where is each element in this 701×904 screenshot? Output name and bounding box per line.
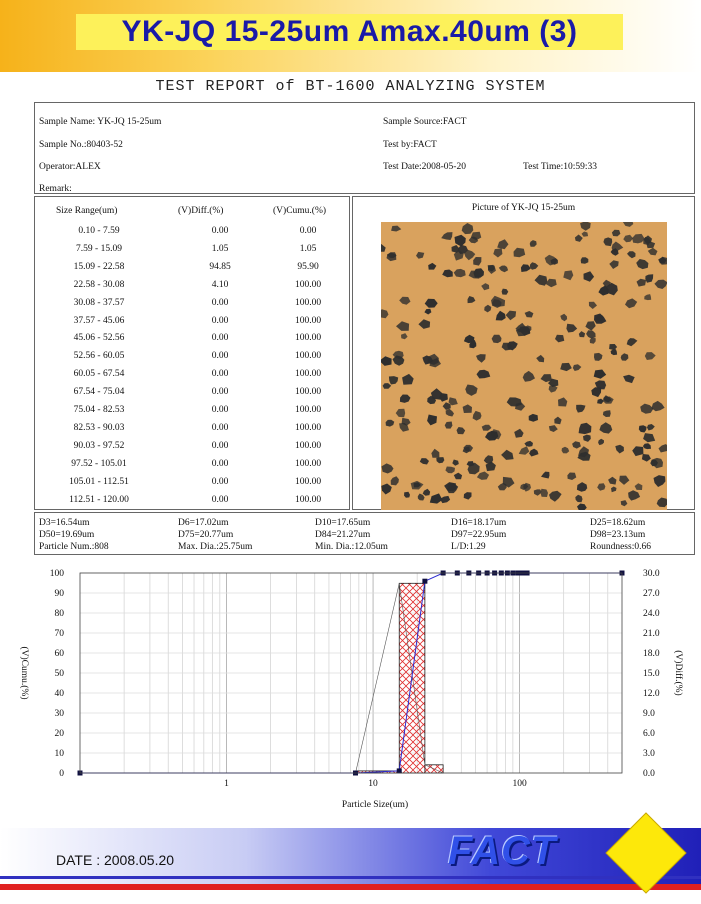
cell-diff: 0.00 bbox=[211, 458, 229, 469]
cell-diff: 0.00 bbox=[211, 422, 229, 433]
stat-max-dia: Max. Dia.:25.75um bbox=[178, 542, 253, 552]
cell-cumu: 95.90 bbox=[297, 261, 319, 272]
chart-labels bbox=[19, 569, 684, 810]
y-right-tick-label: 18.0 bbox=[643, 649, 660, 659]
cell-size-range: 30.08 - 37.57 bbox=[73, 297, 125, 308]
cell-cumu: 100.00 bbox=[294, 369, 322, 380]
cell-diff: 94.85 bbox=[209, 261, 231, 272]
cell-cumu: 100.00 bbox=[294, 351, 322, 362]
x-tick-label: 100 bbox=[512, 779, 527, 789]
test-time: Test Time:10:59:33 bbox=[523, 162, 598, 172]
y-right-tick-label: 15.0 bbox=[643, 669, 660, 679]
cell-diff: 0.00 bbox=[211, 369, 229, 380]
y-right-tick-label: 0.0 bbox=[643, 769, 655, 779]
cell-cumu: 100.00 bbox=[294, 297, 322, 308]
cell-size-range: 15.09 - 22.58 bbox=[73, 261, 125, 272]
cell-diff: 0.00 bbox=[211, 226, 229, 236]
remark: Remark: bbox=[39, 184, 72, 194]
x-axis-label: Particle Size(um) bbox=[341, 800, 409, 810]
cell-size-range: 37.57 - 45.06 bbox=[73, 315, 125, 326]
cell-cumu: 1.05 bbox=[299, 243, 317, 254]
cell-cumu: 100.00 bbox=[294, 387, 322, 398]
y-right-tick-label: 9.0 bbox=[643, 709, 655, 719]
cell-size-range: 22.58 - 30.08 bbox=[73, 279, 125, 290]
cell-size-range: 90.03 - 97.52 bbox=[73, 440, 125, 451]
cell-size-range: 105.01 - 112.51 bbox=[69, 476, 129, 487]
cell-diff: 0.00 bbox=[211, 440, 229, 451]
cell-cumu: 100.00 bbox=[294, 440, 322, 451]
y-left-tick-label: 70 bbox=[54, 629, 64, 639]
diff-bars bbox=[356, 583, 444, 773]
y-left-tick-label: 90 bbox=[54, 589, 64, 599]
y-left-tick-label: 0 bbox=[59, 769, 64, 779]
cell-diff: 0.00 bbox=[211, 405, 229, 415]
cell-diff: 0.00 bbox=[211, 351, 229, 362]
cell-size-range: 82.53 - 90.03 bbox=[73, 422, 125, 433]
cell-diff: 0.00 bbox=[211, 476, 229, 487]
cell-diff: 0.00 bbox=[211, 297, 229, 308]
cell-size-range: 75.04 - 82.53 bbox=[73, 405, 125, 415]
cell-size-range: 67.54 - 75.04 bbox=[73, 387, 125, 398]
y-right-tick-label: 30.0 bbox=[643, 569, 660, 579]
footer-red-stripe bbox=[0, 884, 701, 890]
cell-cumu: 100.00 bbox=[294, 405, 322, 415]
cell-cumu: 0.00 bbox=[299, 226, 317, 236]
cell-size-range: 7.59 - 15.09 bbox=[76, 243, 122, 254]
cell-cumu: 100.00 bbox=[294, 458, 322, 469]
y-left-axis-label: (V)Cumu.(%) bbox=[19, 646, 29, 700]
header-cumu: (V)Cumu.(%) bbox=[273, 206, 327, 216]
stat-d16: D16=18.17um bbox=[451, 518, 507, 528]
cell-size-range: 60.05 - 67.54 bbox=[73, 369, 125, 380]
cell-size-range: 0.10 - 7.59 bbox=[78, 226, 120, 236]
cell-diff: 1.05 bbox=[211, 243, 229, 254]
y-right-tick-label: 21.0 bbox=[643, 629, 660, 639]
particle-micrograph bbox=[381, 222, 667, 510]
cell-cumu: 100.00 bbox=[294, 333, 322, 344]
stat-d75: D75=20.77um bbox=[178, 530, 234, 540]
stat-d84: D84=21.27um bbox=[315, 530, 371, 540]
stat-d6: D6=17.02um bbox=[178, 518, 229, 528]
sample-name: Sample Name: YK-JQ 15-25um bbox=[39, 117, 162, 127]
y-left-tick-label: 80 bbox=[54, 609, 64, 619]
y-right-tick-label: 24.0 bbox=[643, 609, 660, 619]
report-date: DATE : 2008.05.20 bbox=[56, 852, 175, 868]
chart-grid bbox=[80, 573, 622, 773]
cell-cumu: 100.00 bbox=[294, 422, 322, 433]
x-tick-label: 10 bbox=[368, 779, 378, 789]
y-left-tick-label: 50 bbox=[54, 669, 64, 679]
stat-min-dia: Min. Dia.:12.05um bbox=[315, 542, 388, 552]
stat-d25: D25=18.62um bbox=[590, 518, 646, 528]
test-date: Test Date:2008-05-20 bbox=[383, 162, 466, 172]
y-right-axis-label: (V)Diff.(%) bbox=[673, 650, 683, 696]
cell-diff: 4.10 bbox=[211, 279, 229, 290]
operator: Operator:ALEX bbox=[39, 162, 101, 172]
sample-no: Sample No.:80403-52 bbox=[39, 140, 123, 150]
stat-d98: D98=23.13um bbox=[590, 530, 646, 540]
header-size-range: Size Range(um) bbox=[56, 206, 118, 216]
x-tick-label: 1 bbox=[224, 779, 229, 789]
size-distribution-chart bbox=[0, 560, 701, 822]
page-title: YK-JQ 15-25um Amax.40um (3) bbox=[121, 15, 578, 48]
stat-ld: L/D:1.29 bbox=[451, 542, 486, 552]
cell-size-range: 97.52 - 105.01 bbox=[71, 458, 127, 469]
cell-size-range: 52.56 - 60.05 bbox=[73, 351, 125, 362]
picture-caption: Picture of YK-JQ 15-25um bbox=[471, 203, 576, 213]
test-by: Test by:FACT bbox=[383, 140, 437, 150]
cumulative-marker bbox=[422, 579, 427, 584]
y-left-tick-label: 60 bbox=[54, 649, 64, 659]
y-right-tick-label: 6.0 bbox=[643, 729, 655, 739]
y-left-tick-label: 30 bbox=[54, 709, 64, 719]
cell-cumu: 100.00 bbox=[294, 476, 322, 487]
y-right-tick-label: 27.0 bbox=[643, 589, 660, 599]
cell-diff: 0.00 bbox=[211, 387, 229, 398]
y-right-tick-label: 12.0 bbox=[643, 689, 660, 699]
stat-d10: D10=17.65um bbox=[315, 518, 371, 528]
stat-d3: D3=16.54um bbox=[39, 518, 90, 528]
stat-roundness: Roundness:0.66 bbox=[590, 542, 651, 552]
y-left-tick-label: 10 bbox=[54, 749, 64, 759]
cell-cumu: 100.00 bbox=[294, 279, 322, 290]
y-left-tick-label: 20 bbox=[54, 729, 64, 739]
header-diff: (V)Diff.(%) bbox=[178, 206, 224, 216]
stat-d97: D97=22.95um bbox=[451, 530, 507, 540]
cell-cumu: 100.00 bbox=[294, 494, 322, 505]
fact-logo: FACT bbox=[448, 829, 557, 873]
cell-diff: 0.00 bbox=[211, 494, 229, 505]
sample-source: Sample Source:FACT bbox=[383, 117, 467, 127]
y-right-tick-label: 3.0 bbox=[643, 749, 655, 759]
cell-size-range: 45.06 - 52.56 bbox=[73, 333, 125, 344]
footer-blue-stripe bbox=[0, 876, 701, 879]
diamond-logo-icon bbox=[605, 812, 687, 894]
cell-diff: 0.00 bbox=[211, 315, 229, 326]
y-left-tick-label: 100 bbox=[49, 569, 64, 579]
sample-info-panel bbox=[34, 102, 695, 194]
report-title: TEST REPORT of BT-1600 ANALYZING SYSTEM bbox=[155, 78, 546, 95]
cell-diff: 0.00 bbox=[211, 333, 229, 344]
y-left-tick-label: 40 bbox=[54, 689, 64, 699]
stat-particle-num: Particle Num.:808 bbox=[39, 542, 109, 552]
stat-d50: D50=19.69um bbox=[39, 530, 95, 540]
cell-cumu: 100.00 bbox=[294, 315, 322, 326]
cell-size-range: 112.51 - 120.00 bbox=[69, 494, 129, 505]
